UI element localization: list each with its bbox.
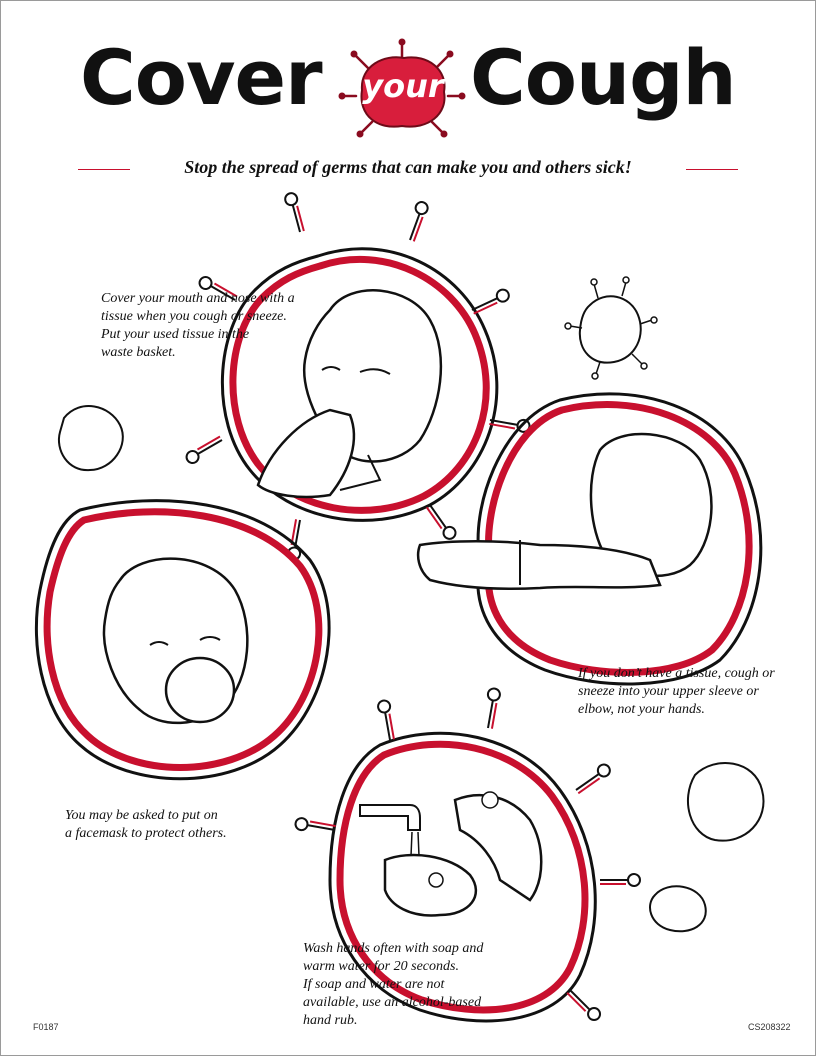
code-right: CS208322 <box>748 1022 791 1032</box>
caption-facemask: You may be asked to put on a facemask to protect others. <box>65 808 227 841</box>
germ-blob-icon <box>59 406 123 470</box>
caption-sleeve: If you don’t have a tissue, cough or sneeze into your upper sleeve or elbow, not your hands. <box>578 666 775 717</box>
code-left: F0187 <box>33 1022 59 1032</box>
germ-ring-sleeve-icon <box>418 394 761 684</box>
germ-ring-tissue-icon <box>184 192 530 561</box>
germ-ring-facemask-icon <box>36 501 329 779</box>
germ-blob-icon <box>650 886 706 931</box>
title-cover: Cover <box>80 33 322 122</box>
germ-blob-icon <box>688 763 764 841</box>
small-germ-icon <box>565 277 657 379</box>
caption-tissue: Cover your mouth and nose with a tissue when you cough or sneeze. Put your used tissue in the waste basket. <box>101 291 295 360</box>
title-cough: Cough <box>470 33 736 122</box>
title-your: your <box>362 67 444 105</box>
caption-wash: Wash hands often with soap and warm water for 20 seconds. If soap and water are not available, use an alcohol-based hand rub. <box>303 941 484 1028</box>
subtitle: Stop the spread of germs that can make you and others sick! <box>184 157 632 177</box>
